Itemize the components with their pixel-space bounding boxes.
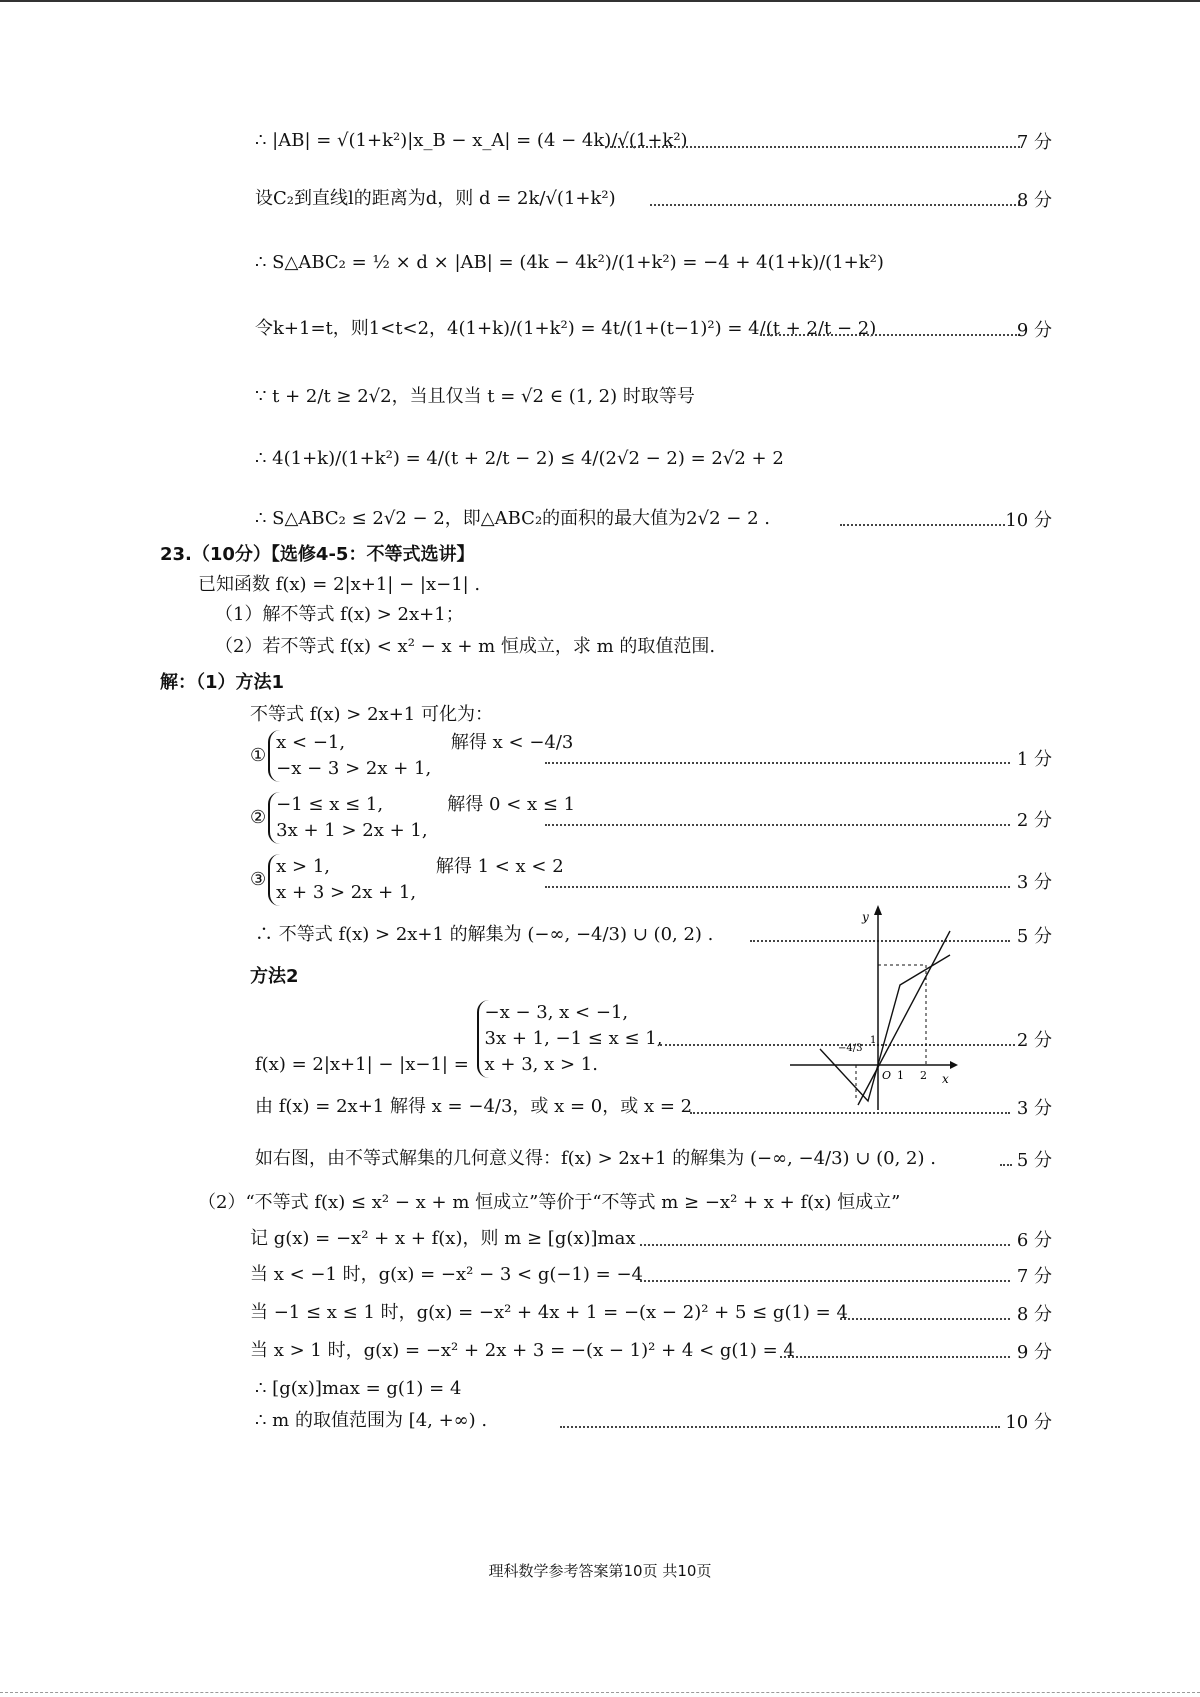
score-9: 9 分 [1016,320,1052,341]
bottom-border [0,1692,1200,1693]
x-axis-label: x [942,1072,949,1086]
part-2-case-c: 当 x > 1 时，g(x) = −x² + 2x + 3 = −(x − 1)² + 4 < g(1) = 4 [250,1340,795,1361]
leader-dots [690,1112,1010,1114]
leader-dots [650,204,1020,206]
score-10: 10 分 [1005,1412,1052,1433]
line-max-area: ∴ S△ABC₂ ≤ 2√2 − 2，即△ABC₂的面积的最大值为2√2 − 2 . [255,508,770,529]
method-2-conclusion: 如右图，由不等式解集的几何意义得：f(x) > 2x+1 的解集为 (−∞, −4/3) ∪ (0, 2) . [255,1148,936,1169]
tick-neg: −4/3 [838,1043,863,1054]
case-1: ① x < −1, −x − 3 > 2x + 1, 解得 x < −4/3 [250,730,573,782]
solution-heading: 解：（1）方法1 [160,672,285,693]
y-tick-1: 1 [870,1035,877,1046]
score-5: 5 分 [1016,1150,1052,1171]
line-2x-plus-1 [858,931,950,1105]
line-substitution: 令k+1=t，则1<t<2，4(1+k)/(1+k²) = 4t/(1+(t−1)²) = 4/(t + 2/t − 2) [255,318,877,339]
solution-intro: 不等式 f(x) > 2x+1 可化为： [250,704,493,725]
line-ab-length: ∴ |AB| = √(1+k²)|x_B − x_A| = (4 − 4k)/√(1+k²) [255,130,688,151]
question-23-given: 已知函数 f(x) = 2|x+1| − |x−1| . [198,574,481,595]
line-area-formula: ∴ S△ABC₂ = ½ × d × |AB| = (4k − 4k²)/(1+k²) = −4 + 4(1+k)/(1+k²) [255,252,884,273]
leader-dots [640,1280,1010,1282]
score-6: 6 分 [1016,1230,1052,1251]
case-2: ② −1 ≤ x ≤ 1, 3x + 1 > 2x + 1, 解得 0 < x ≤ 1 [250,792,575,844]
score-7: 7 分 [1016,1266,1052,1287]
leader-dots [760,334,1020,336]
score-3: 3 分 [1016,1098,1052,1119]
origin-label: O [882,1069,892,1082]
y-axis-label: y [862,910,869,924]
tick-2: 2 [920,1069,927,1082]
leader-dots [605,146,1020,148]
question-23-title: 23.（10分）【选修4-5：不等式选讲】 [160,544,475,565]
score-3: 3 分 [1016,872,1052,893]
leader-dots [840,1318,1010,1320]
leader-dots [545,762,1010,764]
score-1: 1 分 [1016,749,1052,770]
method-1-conclusion: ∴ 不等式 f(x) > 2x+1 的解集为 (−∞, −4/3) ∪ (0, 2) . [255,924,714,945]
part-2-conclusion: ∴ m 的取值范围为 [4, +∞) . [255,1410,488,1431]
case-3: ③ x > 1, x + 3 > 2x + 1, 解得 1 < x < 2 [250,854,564,906]
tick-1: 1 [897,1069,904,1082]
score-8: 8 分 [1016,1304,1052,1325]
method-2-heading: 方法2 [250,966,299,987]
part-2-case-a: 当 x < −1 时，g(x) = −x² − 3 < g(−1) = −4 [250,1264,644,1285]
line-am-gm: ∵ t + 2/t ≥ 2√2，当且仅当 t = √2 ∈ (1, 2) 时取等号 [255,386,695,407]
score-8: 8 分 [1016,190,1052,211]
part-2-max: ∴ [g(x)]max = g(1) = 4 [255,1378,462,1399]
leader-dots [560,1426,1000,1428]
y-axis-arrow [874,905,882,915]
score-5: 5 分 [1016,926,1052,947]
leader-dots [780,1356,1010,1358]
piecewise-definition: f(x) = 2|x+1| − |x−1| = −x − 3, x < −1, 3x + 1, −1 ≤ x ≤ 1, x + 3, x > 1. [255,1000,662,1078]
method-2-solve: 由 f(x) = 2x+1 解得 x = −4/3，或 x = 0，或 x = 2 [255,1096,693,1117]
leader-dots [840,524,1005,526]
part-2-intro: （2）“不等式 f(x) ≤ x² − x + m 恒成立”等价于“不等式 m ≥ −x² + x + f(x) 恒成立” [198,1192,901,1213]
leader-dots [545,886,1010,888]
function-graph [790,905,970,1110]
score-10: 10 分 [1005,510,1052,531]
top-border [0,0,1200,2]
score-2: 2 分 [1016,1030,1052,1051]
page-footer: 理科数学参考答案第10页 共10页 [488,1562,712,1580]
x-axis-arrow [950,1061,958,1069]
score-7: 7 分 [1016,132,1052,153]
part-2-case-b: 当 −1 ≤ x ≤ 1 时，g(x) = −x² + 4x + 1 = −(x − 2)² + 5 ≤ g(1) = 4 [250,1302,848,1323]
question-23-part1: （1）解不等式 f(x) > 2x+1； [215,604,464,625]
part-2-define-g: 记 g(x) = −x² + x + f(x)，则 m ≥ [g(x)]max [250,1228,636,1249]
line-bound: ∴ 4(1+k)/(1+k²) = 4/(t + 2/t − 2) ≤ 4/(2√2 − 2) = 2√2 + 2 [255,448,784,469]
line-distance-d: 设C₂到直线l的距离为d，则 d = 2k/√(1+k²) [255,188,616,209]
leader-dots [640,1244,1010,1246]
score-9: 9 分 [1016,1342,1052,1363]
question-23-part2: （2）若不等式 f(x) < x² − x + m 恒成立，求 m 的取值范围. [215,636,716,657]
leader-dots [545,824,1010,826]
score-2: 2 分 [1016,810,1052,831]
leader-dots [1000,1164,1012,1166]
